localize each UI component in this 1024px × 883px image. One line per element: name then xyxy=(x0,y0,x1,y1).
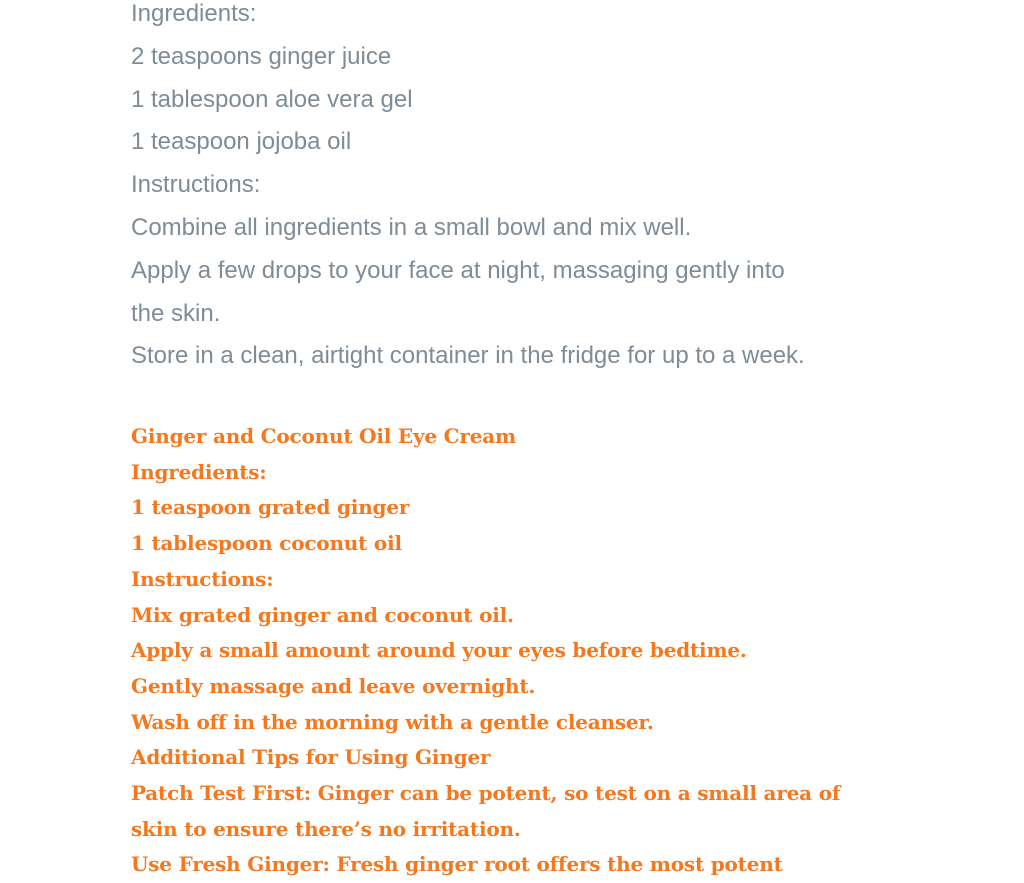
recipe-two-section xyxy=(131,419,991,883)
ingredient-item: 1 tablespoon coconut oil xyxy=(131,531,402,556)
instruction-step: Store in a clean, airtight container in the fridge for up to a week. xyxy=(131,342,805,370)
instruction-step: Wash off in the morning with a gentle cleanser. xyxy=(131,709,654,734)
instruction-step: Apply a small amount around your eyes before bedtime. xyxy=(131,638,747,663)
tip-item-continued: skin to ensure there’s no irritation. xyxy=(131,816,521,841)
instruction-step: Combine all ingredients in a small bowl and mix well. xyxy=(131,213,692,241)
tips-heading: Additional Tips for Using Ginger xyxy=(131,745,491,770)
ingredients-heading: Ingredients: xyxy=(131,459,267,484)
instruction-step: Mix grated ginger and coconut oil. xyxy=(131,602,514,627)
instructions-heading: Instructions: xyxy=(131,171,261,199)
instruction-step: Apply a few drops to your face at night, massaging gently into xyxy=(131,256,785,284)
recipe-title: Ginger and Coconut Oil Eye Cream xyxy=(131,424,516,448)
ingredient-item: 1 teaspoon jojoba oil xyxy=(131,128,352,156)
ingredient-item: 2 teaspoons ginger juice xyxy=(131,42,392,70)
recipe-one-section xyxy=(131,0,991,378)
tip-item: Patch Test First: Ginger can be potent, so test on a small area of xyxy=(131,781,841,806)
ingredients-heading: Ingredients: xyxy=(131,0,257,27)
tip-item: Use Fresh Ginger: Fresh ginger root offers the most potent xyxy=(131,852,783,877)
instruction-step: Gently massage and leave overnight. xyxy=(131,673,536,698)
instruction-step-continued: the skin. xyxy=(131,299,221,327)
ingredient-item: 1 teaspoon grated ginger xyxy=(131,495,410,520)
instructions-heading: Instructions: xyxy=(131,566,274,591)
ingredient-item: 1 tablespoon aloe vera gel xyxy=(131,85,413,113)
